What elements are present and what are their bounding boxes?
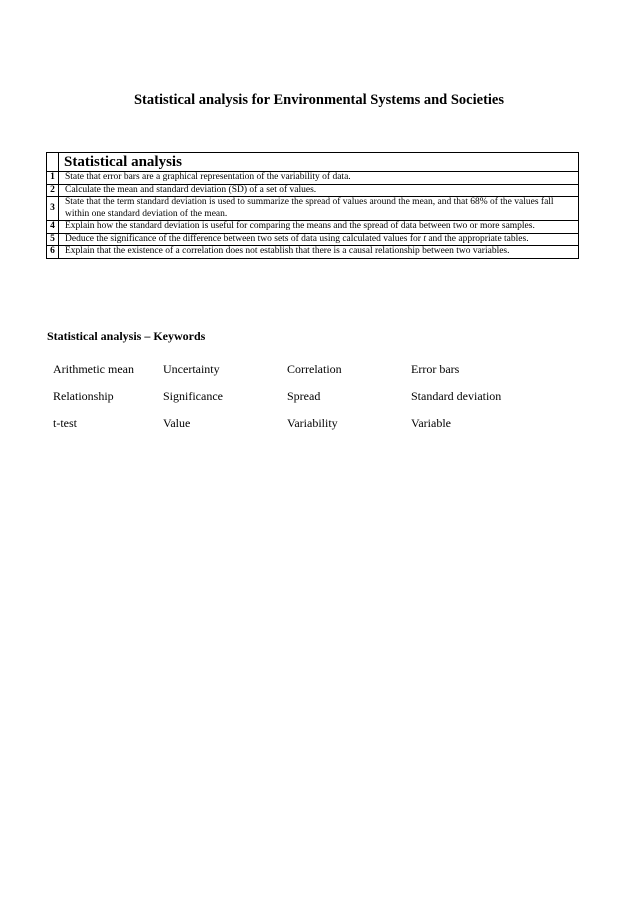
keyword: Significance — [163, 389, 223, 403]
document-title: Statistical analysis for Environmental Systems and Societies — [133, 92, 505, 108]
table-row — [47, 233, 579, 246]
row-text-italic: t — [423, 233, 426, 244]
keywords-title: Statistical analysis – Keywords — [47, 329, 206, 343]
row-number: 3 — [47, 197, 59, 221]
keyword: Uncertainty — [163, 362, 220, 376]
keyword: Relationship — [53, 389, 114, 403]
keyword: Variable — [411, 416, 451, 430]
row-number: 4 — [47, 221, 59, 234]
row-text-part: Deduce the significance of the difference between two sets of data using calculated values for — [65, 233, 424, 244]
keyword: Spread — [287, 389, 321, 403]
keyword: Value — [163, 416, 191, 430]
row-text: Explain that the existence of a correlation does not establish that there is a causal relationship between two variables. — [59, 246, 579, 259]
row-text: State that the term standard deviation is used to summarize the spread of values around the mean, and that 68% of the values fall within one standard deviation of the mean. — [59, 197, 579, 221]
keyword: Arithmetic mean — [53, 362, 134, 376]
keyword: Variability — [287, 416, 338, 430]
row-text: Calculate the mean and standard deviation (SD) of a set of values. — [59, 184, 579, 197]
table-row — [47, 184, 579, 197]
keywords-grid — [53, 362, 573, 443]
row-number: 1 — [47, 172, 59, 185]
row-number: 2 — [47, 184, 59, 197]
keyword: Correlation — [287, 362, 342, 376]
table-header-row — [47, 153, 579, 172]
header-number-cell — [47, 153, 59, 172]
table-row — [47, 246, 579, 259]
keywords-row — [53, 416, 573, 443]
row-text: Explain how the standard deviation is useful for comparing the means and the spread of data between two or more samples. — [59, 221, 579, 234]
row-text: State that error bars are a graphical representation of the variability of data. — [59, 172, 579, 185]
keyword: t-test — [53, 416, 77, 430]
table-row — [47, 172, 579, 185]
objectives-table — [46, 152, 579, 259]
table-row — [47, 197, 579, 221]
table-heading: Statistical analysis — [59, 153, 579, 172]
keywords-row — [53, 362, 573, 389]
row-number: 5 — [47, 233, 59, 246]
keyword: Error bars — [411, 362, 460, 376]
table-row — [47, 221, 579, 234]
keywords-row — [53, 389, 573, 416]
keyword: Standard deviation — [411, 389, 502, 403]
row-number: 6 — [47, 246, 59, 259]
row-text-part: and the appropriate tables. — [425, 233, 529, 244]
row-text — [59, 233, 579, 246]
